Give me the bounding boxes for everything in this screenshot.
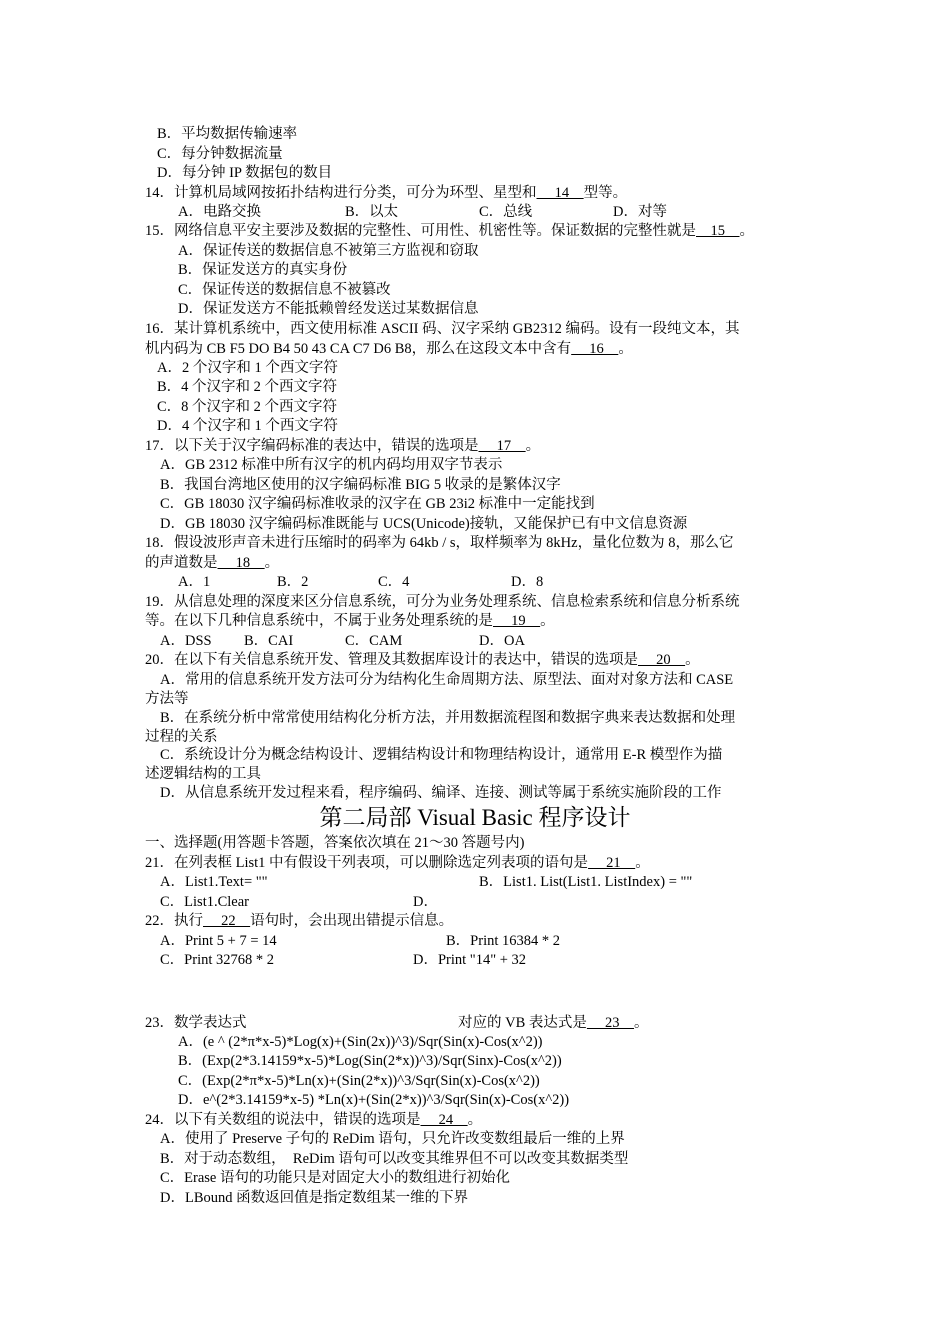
- q13-option-b: B．平均数据传输速率: [157, 126, 298, 142]
- q23-option-a: A．(e ^ (2*π*x-5)*Log(x)+(Sin(2x))^3)/Sqr(Sin(x)-Cos(x^2)): [178, 1034, 543, 1050]
- q21-stem: 21．在列表框 List1 中有假设干列表项，可以删除选定列表项的语句是 21 。: [145, 855, 650, 871]
- q23-stem-tail: 对应的 VB 表达式是 23 。: [458, 1015, 649, 1031]
- q18-stem-line1: 18．假设波形声音未进行压缩时的码率为 64kb / s，取样频率为 8kHz，量化位数为 8，那么它: [145, 535, 734, 551]
- q23-stem: 23．数学表达式: [145, 1015, 247, 1031]
- q15-option-b: B．保证发送方的真实身份: [178, 262, 348, 278]
- q16-stem-line1: 16．某计算机系统中，西文使用标准 ASCII 码、汉字采纳 GB2312 编码。设有一段纯文本，其: [145, 321, 740, 337]
- q19-option-b: B．CAI: [244, 633, 294, 649]
- q15-stem: 15．网络信息平安主要涉及数据的完整性、可用性、机密性等。保证数据的完整性就是 15 。: [145, 223, 754, 239]
- q24-stem: 24．以下有关数组的说法中，错误的选项是 24 。: [145, 1112, 483, 1128]
- q14-option-b: B．以太: [345, 204, 399, 220]
- q24-option-d: D．LBound 函数返回值是指定数组某一维的下界: [160, 1190, 469, 1206]
- q19-option-a: A．DSS: [160, 633, 212, 649]
- q16-stem-line2: 机内码为 CB F5 DO B4 50 43 CA C7 D6 B8，那么在这段文本中含有 16 。: [145, 341, 633, 357]
- q22-option-c: C．Print 32768 * 2: [160, 952, 274, 968]
- q22-blank: 22: [203, 913, 251, 929]
- q17-option-a: A．GB 2312 标准中所有汉字的机内码均用双字节表示: [160, 457, 503, 473]
- q15-option-a: A．保证传送的数据信息不被第三方监视和窃取: [178, 243, 479, 259]
- q14-option-a: A．电路交换: [178, 204, 261, 220]
- q22-option-d: D．Print "14" + 32: [413, 952, 527, 968]
- q21-blank: 21: [588, 855, 636, 871]
- q20-option-b-line1: B．在系统分析中常常使用结构化分析方法，并用数据流程图和数据字典来表达数据和处理: [160, 710, 736, 726]
- q14-option-c: C．总线: [479, 204, 533, 220]
- q16-blank: 16: [571, 341, 619, 357]
- q14-option-d: D．对等: [613, 204, 667, 220]
- q23-option-d: D．e^(2*3.14159*x-5) *Ln(x)+(Sin(2*x))^3/Sqr(Sin(x)-Cos(x^2)): [178, 1092, 570, 1108]
- q20-option-b-line2: 过程的关系: [145, 729, 218, 745]
- q16-option-d: D．4 个汉字和 1 个西文字符: [157, 418, 338, 434]
- q20-option-d: D．从信息系统开发过程来看，程序编码、编译、连接、测试等属于系统实施阶段的工作: [160, 785, 722, 801]
- q24-option-c: C．Erase 语句的功能只是对固定大小的数组进行初始化: [160, 1170, 510, 1186]
- q20-stem: 20．在以下有关信息系统开发、管理及其数据库设计的表达中，错误的选项是 20 。: [145, 652, 700, 668]
- q17-blank: 17: [478, 438, 526, 454]
- q18-option-a: A．1: [178, 574, 211, 590]
- q23-option-c: C．(Exp(2*π*x-5)*Ln(x)+(Sin(2*x))^3/Sqr(Sin(x)-Cos(x^2)): [178, 1073, 540, 1089]
- section-title: 第二局部 Visual Basic 程序设计: [319, 805, 631, 830]
- q18-stem-line2: 的声道数是 18 。: [145, 555, 280, 571]
- q17-option-b: B．我国台湾地区使用的汉字编码标准 BIG 5 收录的是繁体汉字: [160, 477, 561, 493]
- q19-blank: 19: [493, 613, 541, 629]
- q14-stem: 14．计算机局域网按拓扑结构进行分类，可分为环型、星型和 14 型等。: [145, 185, 628, 201]
- q21-option-c: C．List1.Clear: [160, 894, 250, 910]
- q16-option-a: A．2 个汉字和 1 个西文字符: [157, 360, 338, 376]
- q22-stem: 22．执行 22 语句时，会出现出错提示信息。: [145, 913, 454, 929]
- q24-blank: 24: [420, 1112, 468, 1128]
- q19-stem-line1: 19．从信息处理的深度来区分信息系统，可分为业务处理系统、信息检索系统和信息分析系统: [145, 594, 740, 610]
- q20-blank: 20: [638, 652, 686, 668]
- q20-option-c-line2: 述逻辑结构的工具: [145, 766, 261, 782]
- q20-option-c-line1: C．系统设计分为概念结构设计、逻辑结构设计和物理结构设计，通常用 E-R 模型作为描: [160, 747, 723, 763]
- q24-option-a: A．使用了 Preserve 子句的 ReDim 语句，只允许改变数组最后一维的上界: [160, 1131, 625, 1147]
- q16-option-c: C．8 个汉字和 2 个西文字符: [157, 399, 338, 415]
- q22-option-a: A．Print 5 + 7 = 14: [160, 933, 277, 949]
- q20-option-a-line1: A．常用的信息系统开发方法可分为结构化生命周期方法、原型法、面对对象方法和 CASE: [160, 672, 734, 688]
- q23-blank: 23: [586, 1015, 635, 1031]
- q21-option-a: A．List1.Text= "": [160, 874, 268, 890]
- q23-option-b: B．(Exp(2*3.14159*x-5)*Log(Sin(2*x))^3)/Sqr(Sinx)-Cos(x^2)): [178, 1053, 562, 1069]
- q18-option-c: C．4: [378, 574, 410, 590]
- q13-option-d: D．每分钟 IP 数据包的数目: [157, 165, 333, 181]
- section-subtitle: 一、选择题(用答题卡答题，答案依次填在 21～30 答题号内): [145, 835, 525, 851]
- q18-option-b: B．2: [277, 574, 309, 590]
- q17-option-c: C．GB 18030 汉字编码标准收录的汉字在 GB 23i2 标准中一定能找到: [160, 496, 595, 512]
- q15-option-d: D．保证发送方不能抵赖曾经发送过某数据信息: [178, 301, 479, 317]
- q15-blank: 15: [696, 223, 740, 239]
- q19-option-c: C．CAM: [345, 633, 403, 649]
- q20-option-a-line2: 方法等: [145, 691, 189, 707]
- q18-blank: 18: [217, 555, 265, 571]
- q19-stem-line2: 等。在以下几种信息系统中，不属于业务处理系统的是 19 。: [145, 613, 555, 629]
- q15-option-c: C．保证传送的数据信息不被篡改: [178, 282, 391, 298]
- q17-stem: 17．以下关于汉字编码标准的表达中，错误的选项是 17 。: [145, 438, 541, 454]
- q24-option-b: B．对于动态数组， ReDim 语句可以改变其维界但不可以改变其数据类型: [160, 1151, 629, 1167]
- q21-option-d: D．: [413, 894, 438, 910]
- q18-option-d: D．8: [511, 574, 544, 590]
- q17-option-d: D．GB 18030 汉字编码标准既能与 UCS(Unicode)接轨，又能保护已有中文信息资源: [160, 516, 688, 532]
- q19-option-d: D．OA: [479, 633, 525, 649]
- q16-option-b: B．4 个汉字和 2 个西文字符: [157, 379, 338, 395]
- q13-option-c: C．每分钟数据流量: [157, 146, 283, 162]
- q21-option-b: B．List1. List(List1. ListIndex) = "": [479, 874, 693, 890]
- q14-blank: 14: [536, 185, 584, 201]
- q22-option-b: B．Print 16384 * 2: [446, 933, 560, 949]
